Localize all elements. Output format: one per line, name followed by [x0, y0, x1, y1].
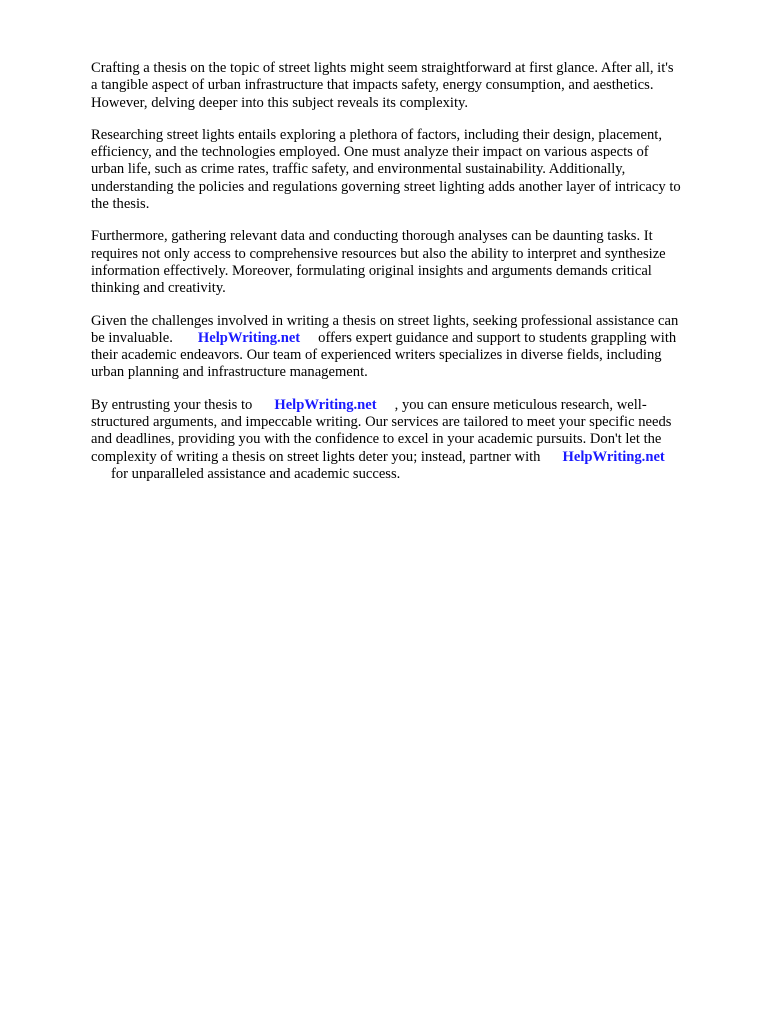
- text-line: Crafting a thesis on the topic of street lights might seem straightforward at first glance. After all, it's: [91, 60, 674, 76]
- paragraph-assistance: [91, 313, 723, 382]
- text-segment: complexity of writing a thesis on street lights deter you; instead, partner with: [91, 448, 541, 465]
- text-segment: for unparalleled assistance and academic success.: [111, 465, 401, 482]
- text-line: the thesis.: [91, 196, 150, 213]
- text-segment: By entrusting your thesis to: [91, 396, 253, 413]
- helpwriting-link[interactable]: HelpWriting.net: [197, 329, 301, 346]
- text-line: urban planning and infrastructure management.: [91, 364, 368, 381]
- text-segment: offers expert guidance and support to students grappling with: [318, 329, 677, 346]
- document-page: [91, 60, 723, 498]
- text-line: their academic endeavors. Our team of experienced writers specializes in diverse fields, including: [91, 347, 662, 364]
- text-line: Furthermore, gathering relevant data and conducting thorough analyses can be daunting tasks. It: [91, 228, 653, 245]
- text-line: Given the challenges involved in writing a thesis on street lights, seeking professional assistance can: [91, 312, 679, 329]
- text-line: thinking and creativity.: [91, 280, 226, 297]
- text-segment: , you can ensure meticulous research, well-: [394, 396, 647, 413]
- text-line: [91, 330, 723, 347]
- text-line: and deadlines, providing you with the confidence to excel in your academic pursuits. Don't let the: [91, 431, 662, 448]
- helpwriting-link[interactable]: HelpWriting.net: [562, 448, 665, 465]
- paragraph-conclusion: [91, 397, 723, 483]
- paragraph-intro: [91, 60, 723, 112]
- text-line: understanding the policies and regulations governing street lighting adds another layer of intricacy to: [91, 178, 681, 195]
- text-line: [91, 449, 723, 466]
- text-line: However, delving deeper into this subject reveals its complexity.: [91, 94, 468, 111]
- text-line: information effectively. Moreover, formulating original insights and arguments demands critical: [91, 262, 652, 279]
- text-line: requires not only access to comprehensive resources but also the ability to interpret and synthesize: [91, 245, 666, 262]
- text-line: structured arguments, and impeccable writing. Our services are tailored to meet your specific needs: [91, 414, 672, 431]
- text-line: [91, 466, 723, 483]
- paragraph-data-gathering: [91, 228, 723, 297]
- text-segment: be invaluable.: [91, 329, 173, 346]
- text-line: [91, 397, 723, 414]
- paragraph-research: [91, 127, 723, 213]
- helpwriting-link[interactable]: HelpWriting.net: [274, 396, 377, 413]
- text-line: Researching street lights entails exploring a plethora of factors, including their design, placement,: [91, 126, 663, 143]
- text-line: efficiency, and the technologies employed. One must analyze their impact on various aspects of: [91, 144, 649, 161]
- text-line: a tangible aspect of urban infrastructure that impacts safety, energy consumption, and aesthetics.: [91, 77, 654, 94]
- text-line: urban life, such as crime rates, traffic safety, and environmental sustainability. Additionally,: [91, 161, 626, 178]
